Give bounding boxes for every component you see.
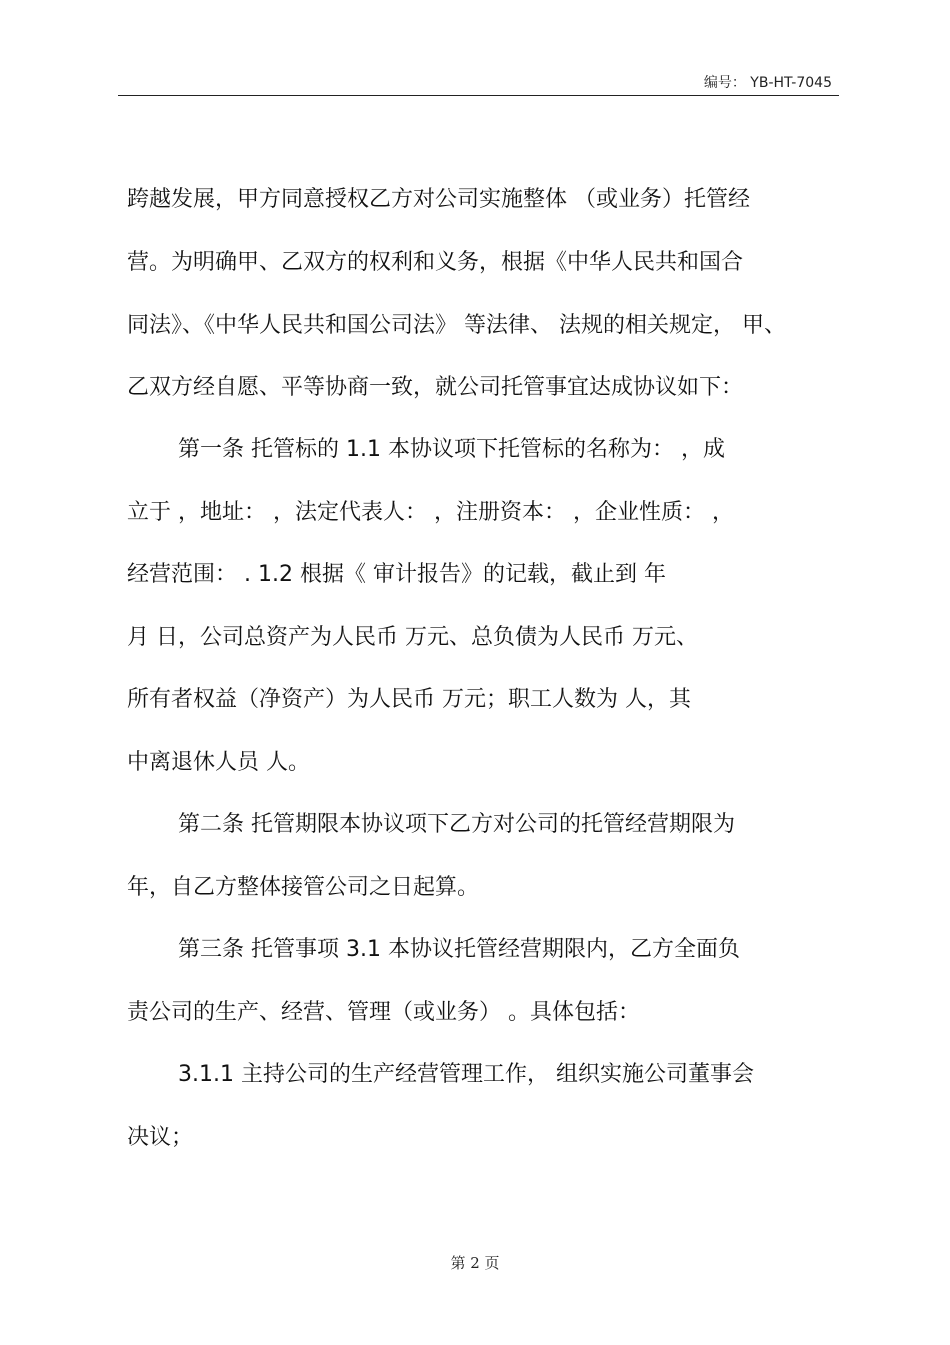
body-line: 第一条 托管标的 1.1 本协议项下托管标的名称为： ，成: [178, 437, 725, 462]
body-line: 第二条 托管期限本协议项下乙方对公司的托管经营期限为: [178, 812, 735, 837]
body-line: 所有者权益（净资产）为人民币 万元；职工人数为 人，其: [127, 687, 691, 712]
body-line: 经营范围： . 1.2 根据《 审计报告》的记载，截止到 年: [127, 562, 666, 587]
header-doc-code: 编号： YB-HT-7045: [703, 75, 832, 91]
body-line: 3.1.1 主持公司的生产经营管理工作， 组织实施公司董事会: [178, 1062, 754, 1087]
body-line: 责公司的生产、经营、管理（或业务） 。具体包括：: [127, 1000, 640, 1025]
body-line: 月 日，公司总资产为人民币 万元、总负债为人民币 万元、: [127, 625, 698, 650]
body-line: 乙双方经自愿、平等协商一致，就公司托管事宜达成协议如下：: [127, 375, 744, 400]
body-line: 同法》、《中华人民共和国公司法》 等法律、 法规的相关规定， 甲、: [127, 313, 786, 338]
footer-page-number: 第 2 页: [450, 1254, 500, 1272]
body-line: 年，自乙方整体接管公司之日起算。: [127, 875, 480, 900]
body-line: 立于 ，地址： ，法定代表人： ，注册资本： ，企业性质： ，: [127, 500, 734, 525]
body-line: 第三条 托管事项 3.1 本协议托管经营期限内，乙方全面负: [178, 937, 740, 962]
body-line: 决议；: [127, 1125, 194, 1150]
body-line: 跨越发展，甲方同意授权乙方对公司实施整体 （或业务）托管经: [127, 187, 750, 212]
header-rule: [118, 95, 839, 96]
body-line: 中离退休人员 人。: [127, 750, 310, 775]
body-line: 营。为明确甲、乙双方的权利和义务，根据《中华人民共和国合: [127, 250, 744, 275]
